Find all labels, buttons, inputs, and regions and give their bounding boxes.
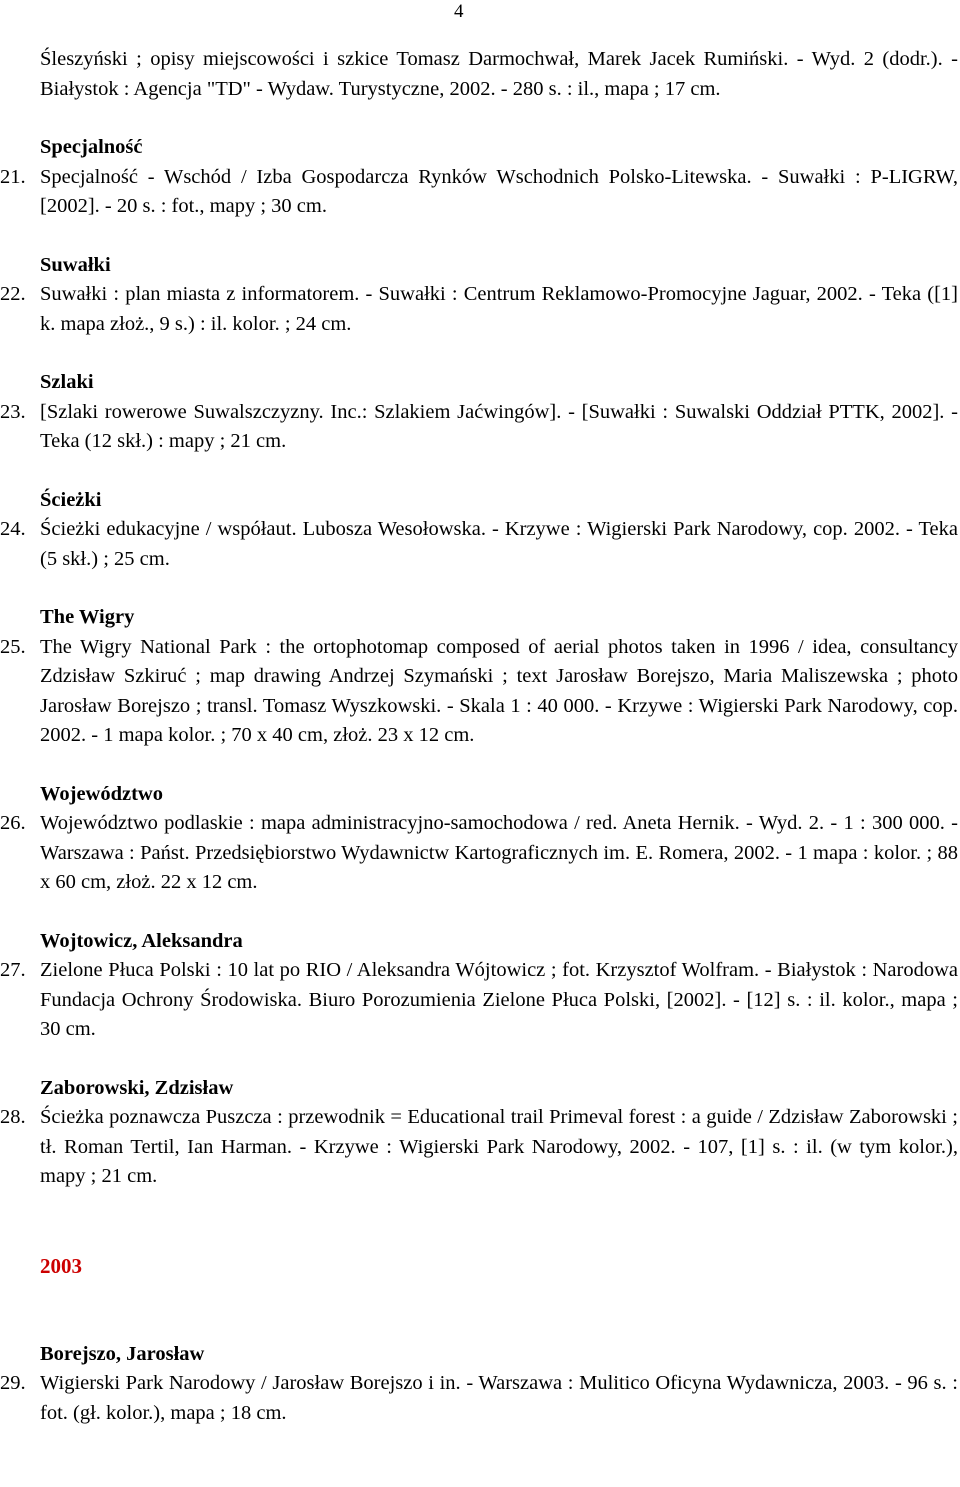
entry-text: Ścieżki edukacyjne / współaut. Lubosza Wesołowska. - Krzywe : Wigierski Park Narodowy, cop. 2002. - Teka (5 skł.) ; 25 cm. <box>40 518 958 570</box>
bibliography-entry <box>0 163 960 222</box>
entry-text: Wigierski Park Narodowy / Jarosław Borejszo i in. - Warszawa : Mulitico Oficyna Wydawnicza, 2003. - 96 s. : fot. (gł. kolor.), mapa ; 18 cm. <box>40 1372 958 1424</box>
entry-number: 28. <box>0 1106 26 1128</box>
bibliography-entry <box>0 1369 960 1428</box>
entry-number: 26. <box>0 812 26 834</box>
entry-number: 24. <box>0 518 26 540</box>
section-heading: Specjalność <box>40 136 143 158</box>
bibliography-entry <box>0 633 960 751</box>
entry-number: 23. <box>0 400 26 423</box>
entry-text: Zielone Płuca Polski : 10 lat po RIO / Aleksandra Wójtowicz ; fot. Krzysztof Wolfram. - Białystok : Narodowa Fundacja Ochrony Środowiska. Biuro Porozumienia Zielone Płuca Polski, [2002]. - [12] s. : il. kolor., mapa ; 30 cm. <box>40 959 958 1040</box>
continued-entry: Śleszyński ; opisy miejscowości i szkice Tomasz Darmochwał, Marek Jacek Rumiński. - Wyd. 2 (dodr.). - Białystok : Agencja "TD" - Wydaw. Turystyczne, 2002. - 280 s. : il., mapa ; 17 cm. <box>40 48 958 100</box>
entry-text: Specjalność - Wschód / Izba Gospodarcza Rynków Wschodnich Polsko-Litewska. - Suwałki : P-LIGRW, [2002]. - 20 s. : fot., mapy ; 30 cm. <box>40 165 958 217</box>
entry-number: 29. <box>0 1372 26 1394</box>
entry-number: 21. <box>0 165 26 188</box>
bibliography-entry <box>0 515 960 574</box>
section-heading: Suwałki <box>40 253 111 276</box>
section-heading: The Wigry <box>40 606 135 628</box>
entry-text: [Szlaki rowerowe Suwalszczyzny. Inc.: Szlakiem Jaćwingów]. - [Suwałki : Suwalski Oddział PTTK, 2002]. - Teka (12 skł.) : mapy ; 21 cm. <box>40 400 958 452</box>
entry-number: 27. <box>0 959 26 981</box>
entry-number: 25. <box>0 635 26 658</box>
bibliography-entry <box>0 1103 960 1192</box>
year-heading: 2003 <box>40 1253 82 1278</box>
entry-text: The Wigry National Park : the ortophotomap composed of aerial photos taken in 1996 / idea, consultancy Zdzisław Szkiruć ; map drawing Andrzej Szymański ; text Jarosław Borejszo, Maria Maliszewska ; photo Jarosław Borejszo ; transl. Tomasz Wyszkowski. - Skala 1 : 40 000. - Krzywe : Wigierski Park Narodowy, cop. 2002. - 1 mapa kolor. ; 70 x 40 cm, złoż. 23 x 12 cm. <box>40 635 958 746</box>
page-number: 4 <box>454 1 464 22</box>
section-heading: Szlaki <box>40 371 94 393</box>
entry-text: Suwałki : plan miasta z informatorem. - Suwałki : Centrum Reklamowo-Promocyjne Jaguar, 2002. - Teka ([1] k. mapa złoż., 9 s.) : il. kolor. ; 24 cm. <box>40 283 958 335</box>
bibliography-content <box>0 45 960 1428</box>
bibliography-entry <box>0 398 960 457</box>
section-heading: Ścieżki <box>40 488 102 511</box>
section-heading: Województwo <box>40 782 163 805</box>
entry-number: 22. <box>0 283 26 305</box>
bibliography-entry <box>0 956 960 1045</box>
section-heading: Zaborowski, Zdzisław <box>40 1076 234 1099</box>
bibliography-entry <box>0 280 960 339</box>
bibliography-entry <box>0 809 960 898</box>
entry-text: Ścieżka poznawcza Puszcza : przewodnik = Educational trail Primeval forest : a guide / Zdzisław Zaborowski ; tł. Roman Tertil, Ian Harman. - Krzywe : Wigierski Park Narodowy, 2002. - 107, [1] s. : il. (w tym kolor.), mapy ; 21 cm. <box>40 1106 958 1187</box>
section-heading: Borejszo, Jarosław <box>40 1342 205 1365</box>
entry-text: Województwo podlaskie : mapa administracyjno-samochodowa / red. Aneta Hernik. - Wyd. 2. - 1 : 300 000. - Warszawa : Państ. Przedsiębiorstwo Wydawnictw Kartograficznych im. E. Romera, 2002. - 1 mapa : kolor. ; 88 x 60 cm, złoż. 22 x 12 cm. <box>40 812 958 893</box>
section-heading: Wojtowicz, Aleksandra <box>40 929 243 952</box>
